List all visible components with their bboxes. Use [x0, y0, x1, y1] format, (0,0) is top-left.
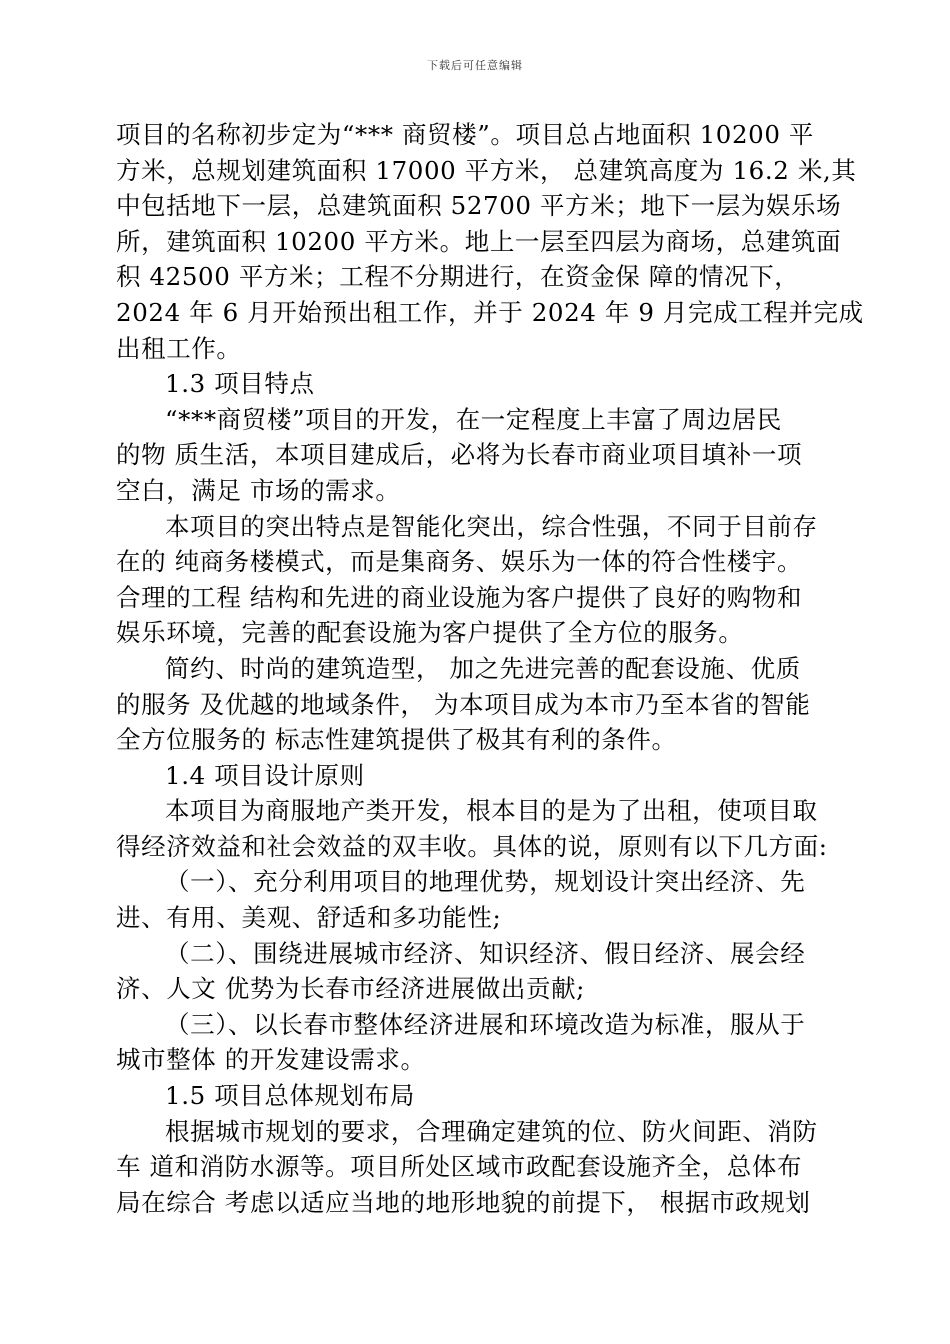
text-line: 本项目为商服地产类开发，根本目的是为了出租，使项目取	[165, 796, 818, 826]
document-body	[116, 117, 864, 1220]
text-line: 的物 质生活，本项目建成后，必将为长春市商业项目填补一项	[116, 440, 803, 470]
text-line: 2024 年 6 月开始预出租工作，并于 2024 年 9 月完成工程并完成	[116, 297, 864, 327]
text-line: 积 42500 平方米；工程不分期进行，在资金保 障的情况下，	[116, 262, 800, 292]
page-header-note: 下载后可任意编辑	[427, 59, 523, 72]
text-line: 全方位服务的 标志性建筑提供了极其有利的条件。	[116, 725, 677, 755]
text-line: “***商贸楼”项目的开发，在一定程度上丰富了周边居民	[165, 404, 782, 434]
text-line: 项目的名称初步定为“*** 商贸楼”。项目总占地面积 10200 平	[116, 120, 814, 149]
text-line: （一）、充分利用项目的地理优势，规划设计突出经济、先	[165, 867, 806, 897]
text-line: 出租工作。	[116, 333, 242, 363]
text-line: 在的 纯商务楼模式，而是集商务、娱乐为一体的符合性楼宇。	[116, 547, 803, 577]
text-line: 局在综合 考虑以适应当地的地形地貌的前提下， 根据市政规划	[116, 1187, 811, 1217]
text-line: 娱乐环境，完善的配套设施为客户提供了全方位的服务。	[116, 618, 744, 648]
text-line: 所，建筑面积 10200 平方米。地上一层至四层为商场，总建筑面	[116, 226, 842, 256]
text-line: 1.3 项目特点	[165, 369, 315, 399]
text-line: 城市整体 的开发建设需求。	[116, 1045, 426, 1075]
text-line: 根据城市规划的要求，合理确定建筑的位、防火间距、消防	[165, 1116, 818, 1146]
text-line: 济、人文 优势为长春市经济进展做出贡献;	[116, 974, 586, 1004]
text-line: 中包括地下一层，总建筑面积 52700 平方米；地下一层为娱乐场	[116, 191, 842, 221]
text-line: 本项目的突出特点是智能化突出，综合性强，不同于目前存	[165, 511, 818, 541]
text-line: 的服务 及优越的地域条件， 为本项目成为本市乃至本省的智能	[116, 689, 811, 719]
text-line: 空白，满足 市场的需求。	[116, 475, 401, 505]
text-line: 得经济效益和社会效益的双丰收。具体的说，原则有以下几方面:	[116, 831, 828, 861]
text-line: 合理的工程 结构和先进的商业设施为客户提供了良好的购物和	[116, 582, 803, 612]
text-line: 车 道和消防水源等。项目所处区域市政配套设施齐全，总体布	[116, 1152, 803, 1182]
text-line: 1.4 项目设计原则	[165, 760, 365, 790]
text-line: （三）、以长春市整体经济进展和环境改造为标准，服从于	[165, 1009, 806, 1039]
text-line: 简约、时尚的建筑造型， 加之先进完善的配套设施、优质	[165, 653, 801, 683]
text-line: 方米，总规划建筑面积 17000 平方米， 总建筑高度为 16.2 米,其	[116, 155, 857, 185]
text-line: 进、有用、美观、舒适和多功能性;	[116, 903, 502, 933]
text-line: 1.5 项目总体规划布局	[165, 1081, 415, 1111]
text-line: （二）、围绕进展城市经济、知识经济、假日经济、展会经	[165, 938, 806, 968]
